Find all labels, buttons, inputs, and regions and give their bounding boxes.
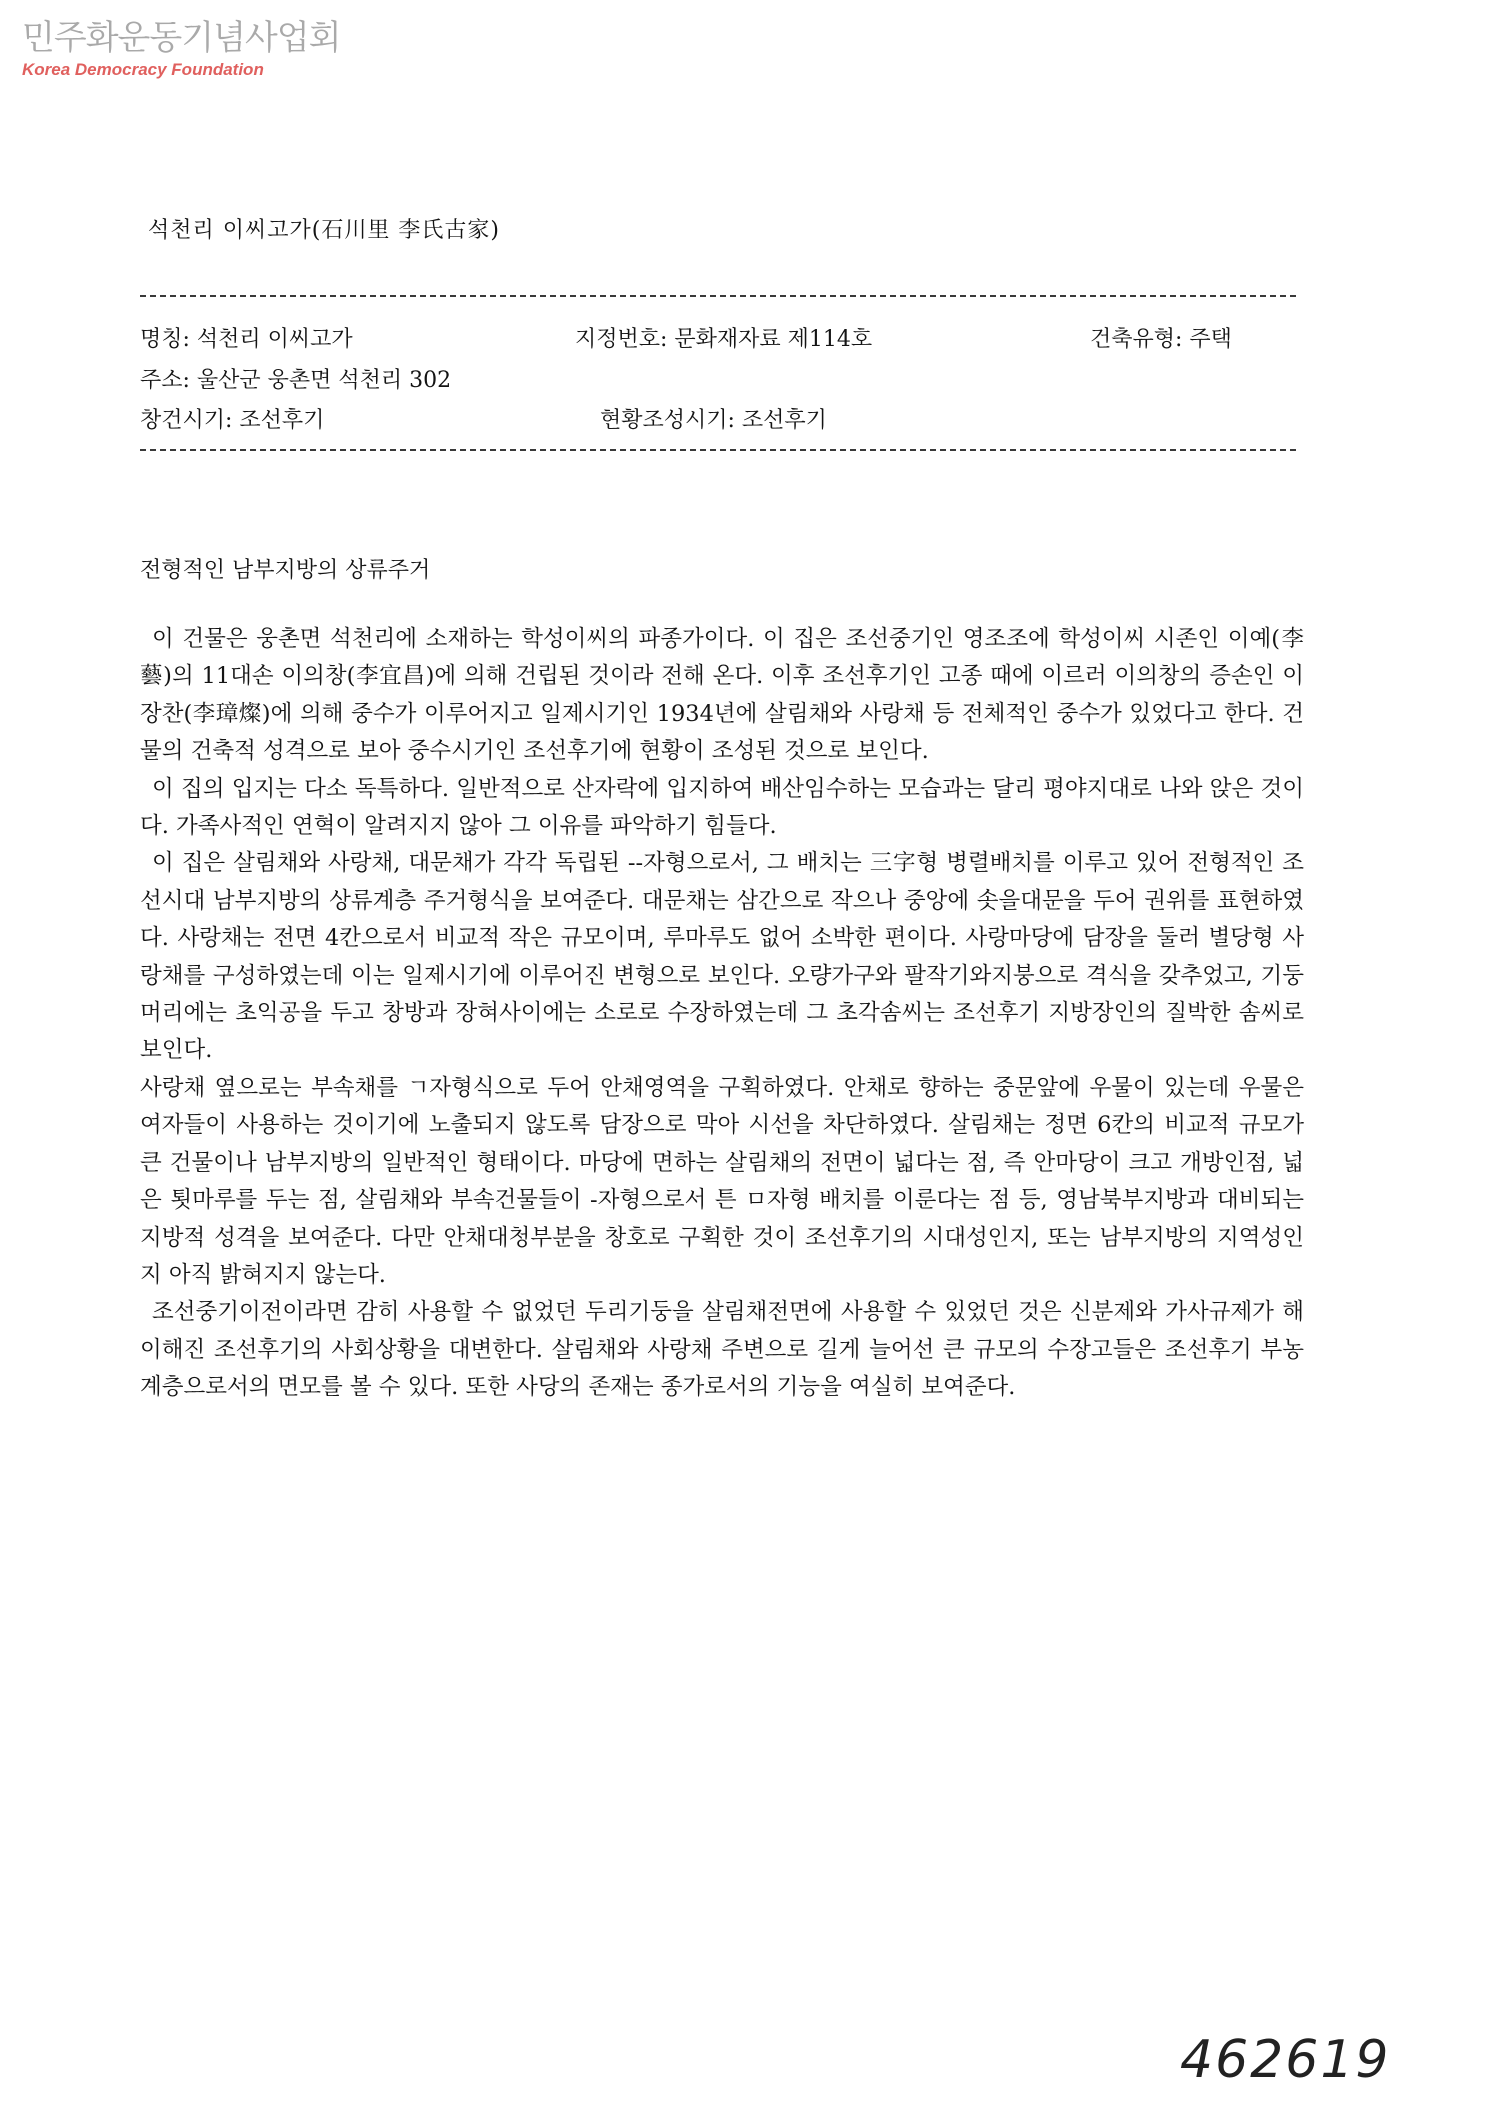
section-subtitle: 전형적인 남부지방의 상류주거: [140, 558, 431, 583]
logo-korean-text: 민주화운동기념사업회: [22, 18, 341, 58]
meta-name: 명칭: 석천리 이씨고가: [140, 327, 353, 352]
meta-building-type: 건축유형: 주택: [1090, 327, 1232, 352]
logo-english-text: Korea Democracy Foundation: [22, 60, 264, 79]
paragraph-2: 이 집의 입지는 다소 독특하다. 일반적으로 산자락에 입지하여 배산임수하는 모습과는 달리 평야지대로 나와 앉은 것이다. 가족사적인 연혁이 알려지지 않아 그 이유를 파악하기 힘들다.: [140, 775, 1304, 840]
document-title: 석천리 이씨고가(石川里 李氏古家): [148, 218, 500, 243]
handwritten-page-number: 462619: [1180, 2030, 1391, 2090]
meta-address: 주소: 울산군 웅촌면 석천리 302: [140, 368, 452, 393]
body-text: [140, 621, 1304, 1407]
dashed-divider-top: [140, 295, 1296, 297]
paragraph-3: 이 집은 살림채와 사랑채, 대문채가 각각 독립된 --자형으로서, 그 배치는 三字형 병렬배치를 이루고 있어 전형적인 조선시대 남부지방의 상류계층 주거형식을 보여준다. 대문채는 삼간으로 작으나 중앙에 솟을대문을 두어 권위를 표현하였다. 사랑채는 전면 4칸으로서 비교적 작은 규모이며, 루마루도 없어 소박한 편이다. 사랑마당에 담장을 둘러 별당형 사랑채를 구성하였는데 이는 일제시기에 이루어진 변형으로 보인다. 오량가구와 팔작기와지붕으로 격식을 갖추었고, 기둥머리에는 초익공을 두고 창방과 장혀사이에는 소로로 수장하였는데 그 초각솜씨는 조선후기 지방장인의 질박한 솜씨로 보인다.: [140, 850, 1304, 1064]
paragraph-1: 이 건물은 웅촌면 석천리에 소재하는 학성이씨의 파종가이다. 이 집은 조선중기인 영조조에 학성이씨 시존인 이예(李藝)의 11대손 이의창(李宜昌)에 의해 건립된 것이라 전해 온다. 이후 조선후기인 고종 때에 이르러 이의창의 증손인 이장찬(李璋燦)에 의해 중수가 이루어지고 일제시기인 1934년에 살림채와 사랑채 등 전체적인 중수가 있었다고 한다. 건물의 건축적 성격으로 보아 중수시기인 조선후기에 현황이 조성된 것으로 보인다.: [140, 626, 1304, 765]
paragraph-5: 조선중기이전이라면 감히 사용할 수 없었던 두리기둥을 살림채전면에 사용할 수 있었던 것은 신분제와 가사규제가 해이해진 조선후기의 사회상황을 대변한다. 살림채와 사랑채 주변으로 길게 늘어선 큰 규모의 수장고들은 조선후기 부농계층으로서의 면모를 볼 수 있다. 또한 사당의 존재는 종가로서의 기능을 여실히 보여준다.: [140, 1299, 1304, 1401]
paragraph-4: 사랑채 옆으로는 부속채를 ㄱ자형식으로 두어 안채영역을 구획하였다. 안채로 향하는 중문앞에 우물이 있는데 우물은 여자들이 사용하는 것이기에 노출되지 않도록 담장으로 막아 시선을 차단하였다. 살림채는 정면 6칸의 비교적 규모가 큰 건물이나 남부지방의 일반적인 형태이다. 마당에 면하는 살림채의 전면이 넓다는 점, 즉 안마당이 크고 개방인점, 넓은 툇마루를 두는 점, 살림채와 부속건물들이 -자형으로서 튼 ㅁ자형 배치를 이룬다는 점 등, 영남북부지방과 대비되는 지방적 성격을 보여준다. 다만 안채대청부분을 창호로 구획한 것이 조선후기의 시대성인지, 또는 남부지방의 지역성인지 아직 밝혀지지 않는다.: [140, 1074, 1304, 1288]
dashed-divider-bottom: [140, 449, 1296, 451]
meta-designation: 지정번호: 문화재자료 제114호: [575, 327, 873, 352]
meta-current-state: 현황조성시기: 조선후기: [600, 408, 827, 433]
meta-founded: 창건시기: 조선후기: [140, 408, 325, 433]
foundation-logo: [22, 18, 340, 80]
